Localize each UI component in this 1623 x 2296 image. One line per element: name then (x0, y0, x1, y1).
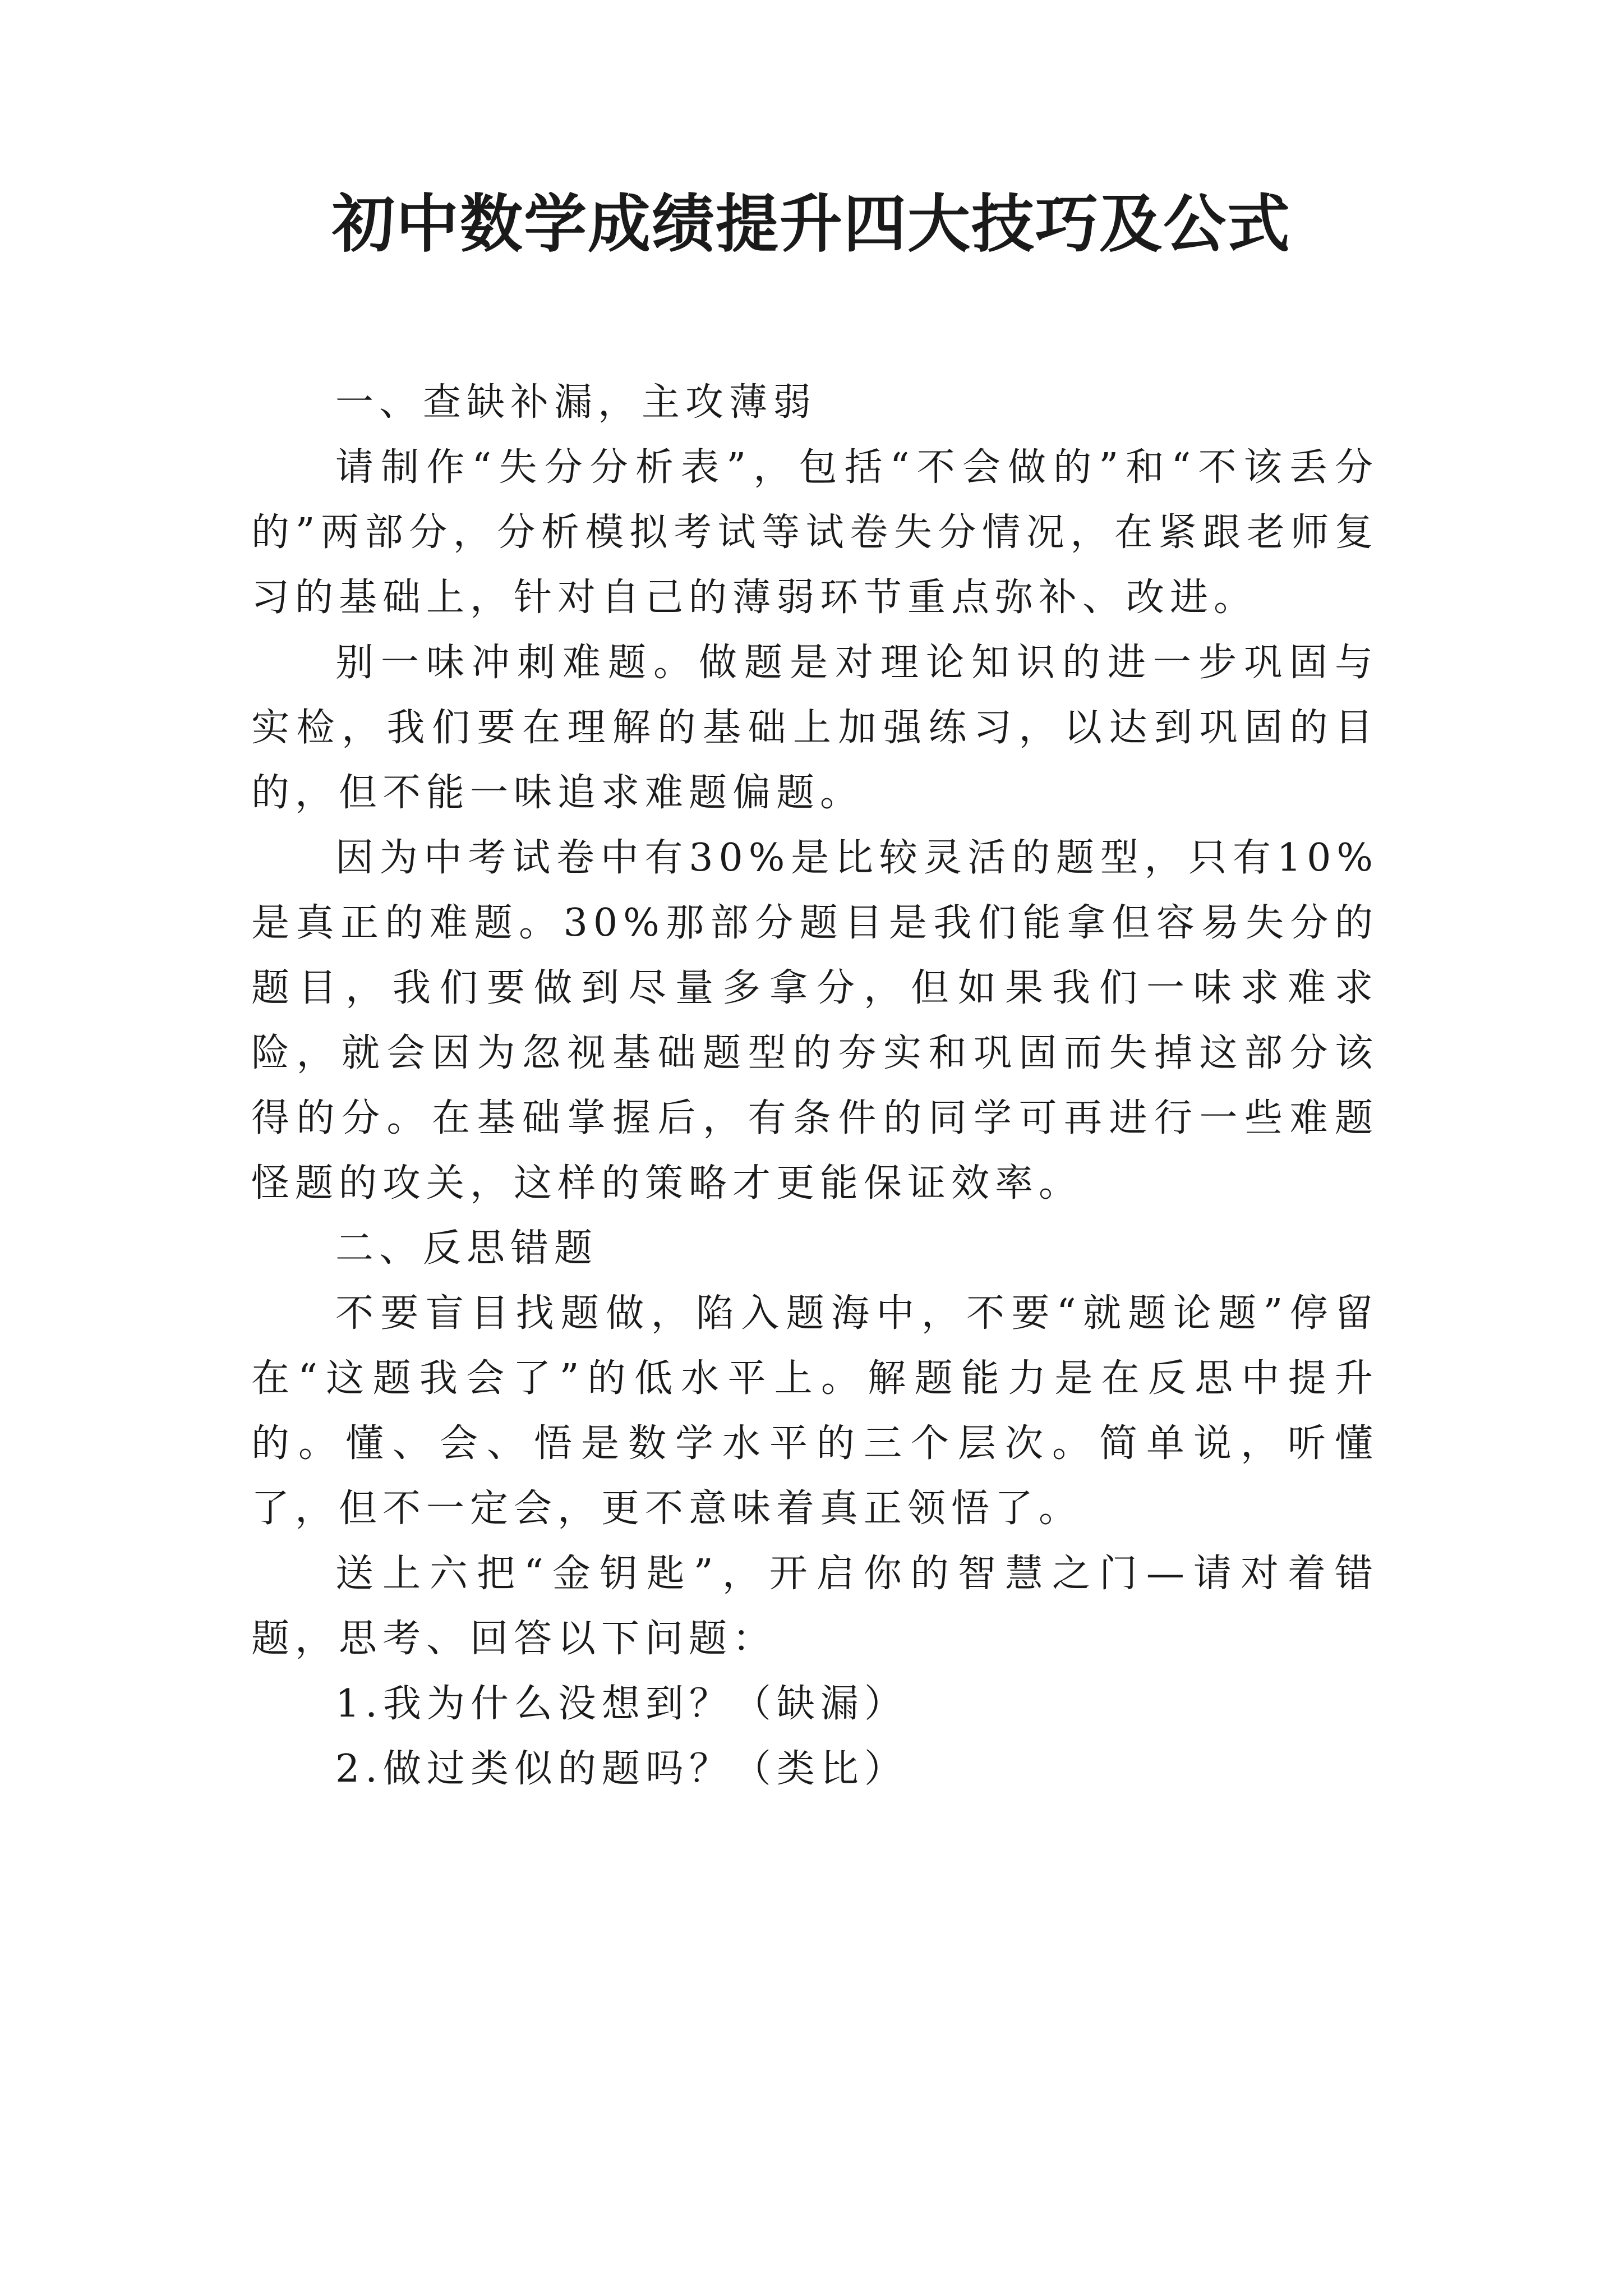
list-item: 1.我为什么没想到？（缺漏） (335, 1682, 908, 1726)
paragraph: 因为中考试卷中有30%是比较灵活的题型，只有10%是真正的难题。30%那部分题目是我们能拿但容易失分的题目，我们要做到尽量多拿分，但如果我们一味求难求险，就会因为忽视基础题型的夯实和巩固而失掉这部分该得的分。在基础掌握后，有条件的同学可再进行一些难题怪题的攻关，这样的策略才更能保证效率。 (251, 836, 1378, 1205)
paragraph: 不要盲目找题做，陷入题海中，不要“就题论题”停留在“这题我会了”的低水平上。解题能力是在反思中提升的。懂、会、悟是数学水平的三个层次。简单说，听懂了，但不一定会，更不意味着真正领悟了。 (251, 1291, 1378, 1531)
paragraph: 请制作“失分分析表”，包括“不会做的”和“不该丢分的”两部分，分析模拟考试等试卷失分情况，在紧跟老师复习的基础上，针对自己的薄弱环节重点弥补、改进。 (251, 445, 1378, 620)
list-item: 2.做过类似的题吗？（类比） (335, 1747, 908, 1791)
document-title: 初中数学成绩提升四大技巧及公式 (332, 187, 1291, 261)
document-body (251, 370, 1378, 1802)
section-heading-1: 一、查缺补漏，主攻薄弱 (335, 380, 817, 425)
section-heading-2: 二、反思错题 (335, 1226, 598, 1271)
paragraph: 送上六把“金钥匙”，开启你的智慧之门—请对着错题，思考、回答以下问题： (251, 1552, 1378, 1661)
paragraph: 别一味冲刺难题。做题是对理论知识的进一步巩固与实检，我们要在理解的基础上加强练习，以达到巩固的目的，但不能一味追求难题偏题。 (251, 641, 1378, 815)
